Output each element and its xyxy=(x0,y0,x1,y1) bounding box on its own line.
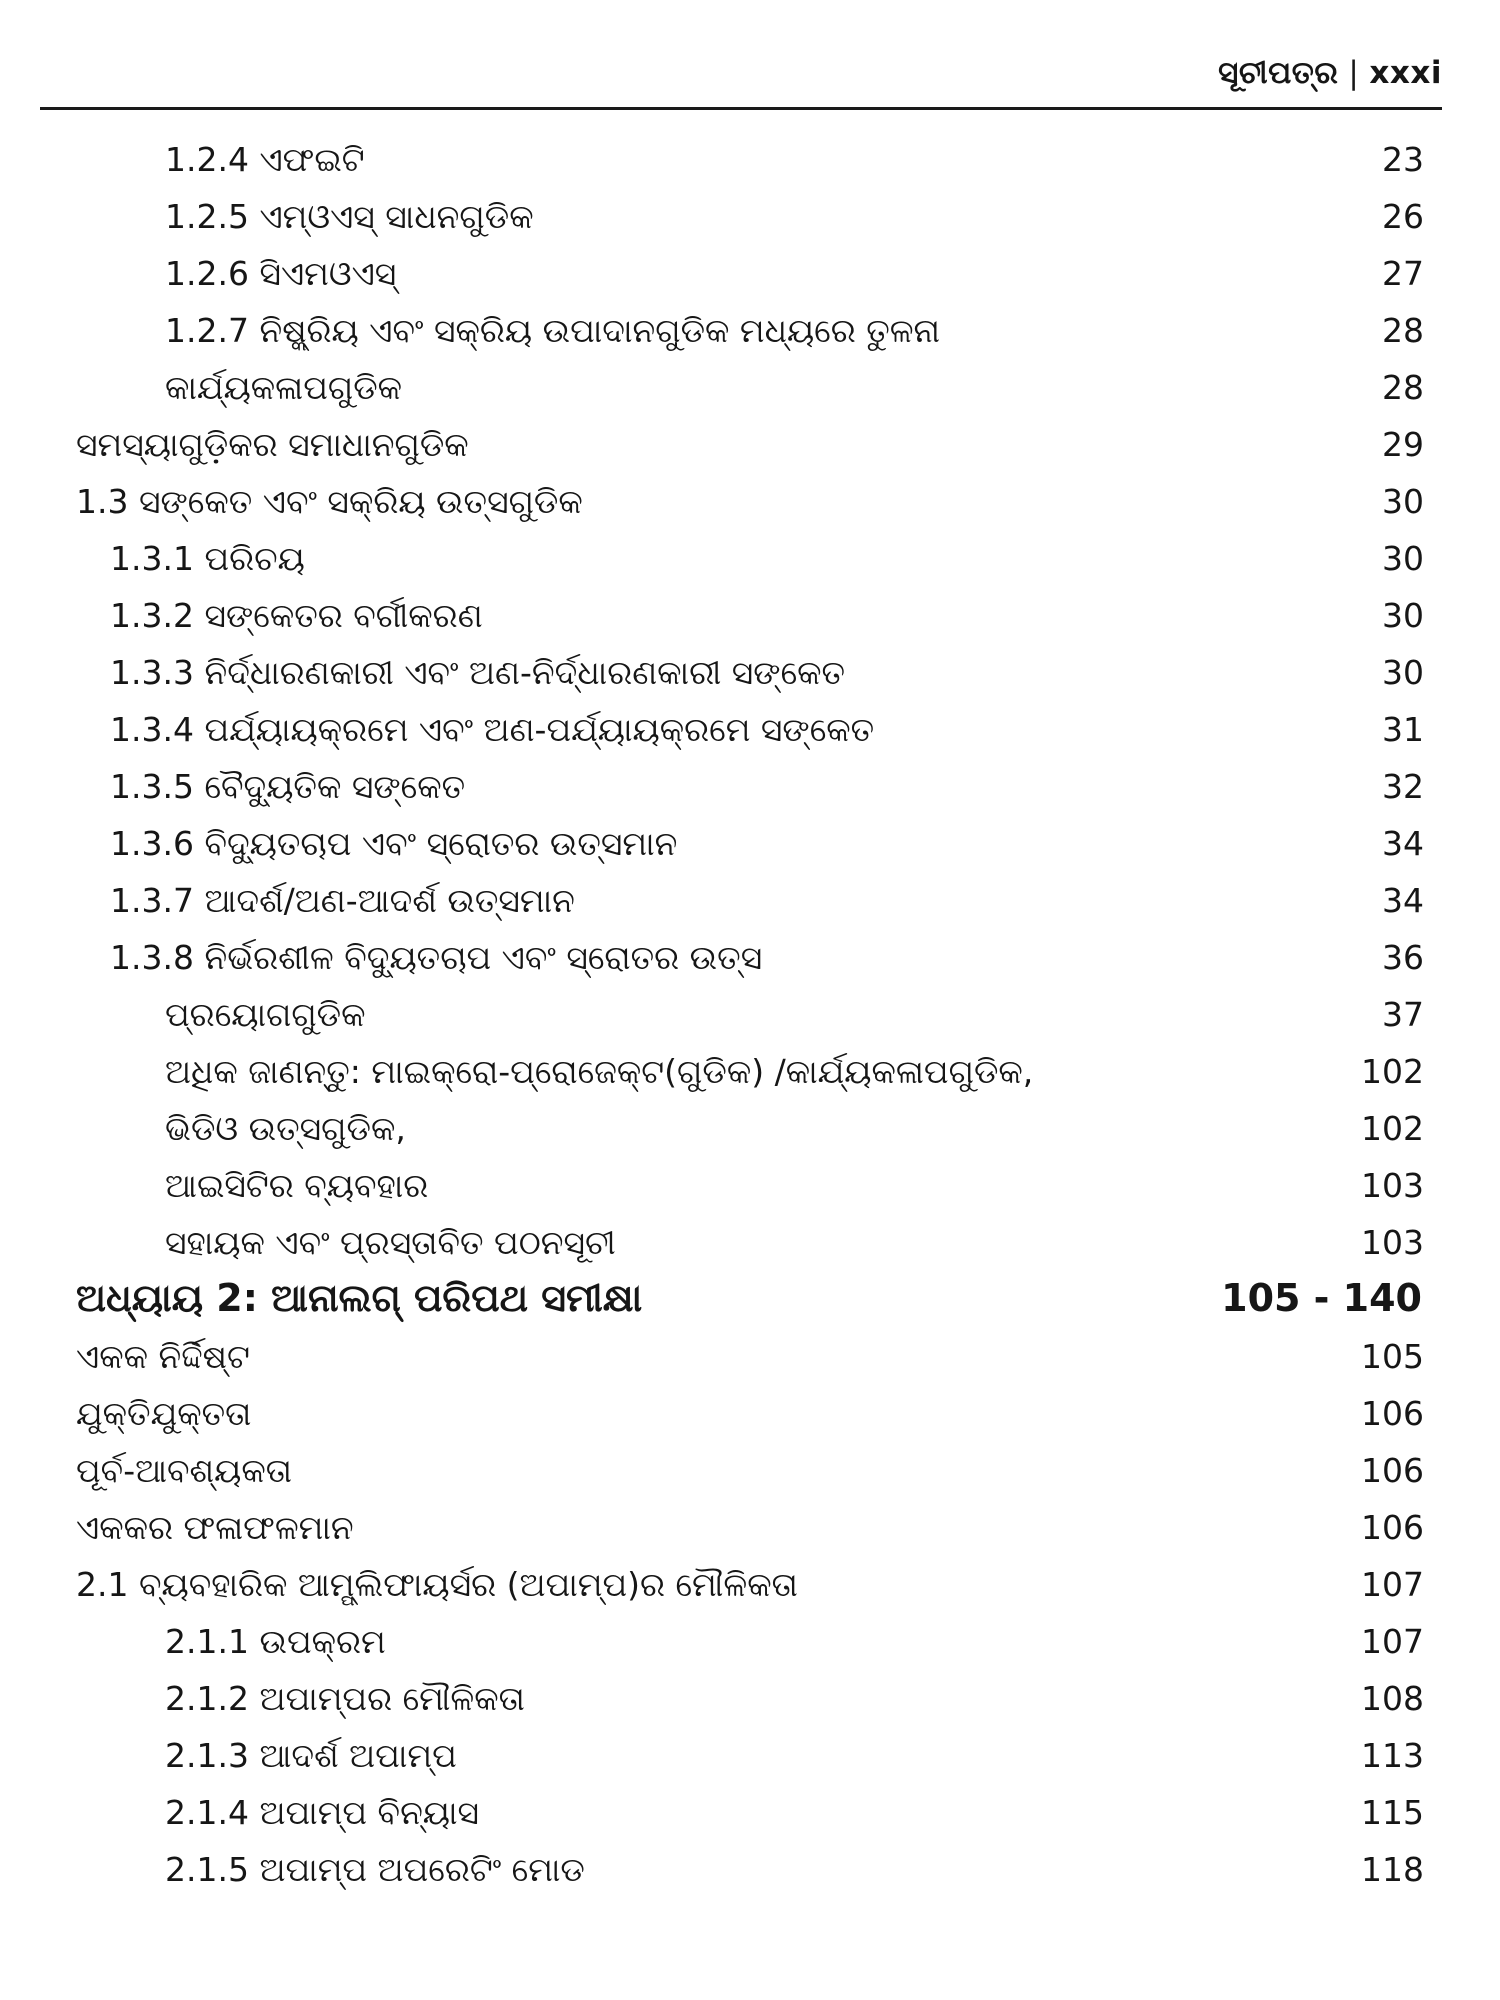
toc-entry-title: 1.3 ସଙ୍କେତ ଏବଂ ସକ୍ରିୟ ଉତ୍ସଗୁଡିକ xyxy=(76,482,583,521)
header-title: ସୂଚୀପତ୍ର xyxy=(1218,55,1339,91)
toc-entry-title: ପ୍ରୟୋଗଗୁଡିକ xyxy=(165,995,366,1034)
toc-entry xyxy=(0,1331,1500,1388)
toc-entry-title: 1.3.3 ନିର୍ଦ୍ଧାରଣକାରୀ ଏବଂ ଅଣ-ନିର୍ଦ୍ଧାରଣକାରୀ ସଙ୍କେତ xyxy=(110,653,846,692)
toc-entry xyxy=(0,419,1500,476)
toc-entry-title: 1.3.8 ନିର୍ଭରଶୀଳ ବିଦ୍ୟୁତଚାପ ଏବଂ ସ୍ରୋତର ଉତ୍ସ xyxy=(110,938,763,977)
toc-entry-title: 2.1.2 ଅପାମ୍ପର ମୌଳିକତା xyxy=(165,1679,525,1718)
toc-entry-page: 27 xyxy=(1382,254,1424,293)
toc-entry xyxy=(0,191,1500,248)
toc-entry xyxy=(0,1730,1500,1787)
toc-entry xyxy=(0,1046,1500,1103)
toc-entry xyxy=(0,1502,1500,1559)
toc-entry-title: 1.3.6 ବିଦ୍ୟୁତଚାପ ଏବଂ ସ୍ରୋତର ଉତ୍ସମାନ xyxy=(110,824,678,863)
toc-entry xyxy=(0,704,1500,761)
toc-entry xyxy=(0,932,1500,989)
toc-entry-page: 108 xyxy=(1361,1679,1424,1718)
toc-entry-page: 32 xyxy=(1382,767,1424,806)
toc-entry xyxy=(0,875,1500,932)
toc-entry-page: 113 xyxy=(1361,1736,1424,1775)
toc-entry-title: ଏକକ ନିର୍ଦ୍ଦିଷ୍ଟ xyxy=(76,1337,250,1376)
toc-entry-page: 37 xyxy=(1382,995,1424,1034)
toc-entry-title: 1.3.1 ପରିଚୟ xyxy=(110,539,305,578)
toc-entry xyxy=(0,761,1500,818)
toc-entry xyxy=(0,1217,1500,1274)
toc-entry-title: 1.2.7 ନିଷ୍କ୍ରିୟ ଏବଂ ସକ୍ରିୟ ଉପାଦାନଗୁଡିକ ମଧ୍ୟରେ ତୁଳନା xyxy=(165,311,941,350)
toc-entry xyxy=(0,1445,1500,1502)
toc-entry-title: ସହାୟକ ଏବଂ ପ୍ରସ୍ତାବିତ ପଠନସୂଚୀ xyxy=(165,1223,616,1262)
toc-entry-page: 106 xyxy=(1361,1394,1424,1433)
table-of-contents xyxy=(0,134,1500,1901)
toc-entry-title: 2.1 ବ୍ୟବହାରିକ ଆମ୍ପ୍ଲିଫାୟର୍ସର (ଅପାମ୍ପ)ର ମୌଳିକତା xyxy=(76,1565,798,1604)
toc-entry xyxy=(0,533,1500,590)
toc-entry xyxy=(0,1616,1500,1673)
toc-entry xyxy=(0,476,1500,533)
header-separator: | xyxy=(1348,55,1360,91)
toc-entry-title: କାର୍ଯ୍ୟକଳାପଗୁଡିକ xyxy=(165,368,403,407)
toc-entry xyxy=(0,989,1500,1046)
toc-entry-page: 26 xyxy=(1382,197,1424,236)
toc-entry-page: 118 xyxy=(1361,1850,1424,1889)
toc-entry xyxy=(0,1673,1500,1730)
toc-entry-title: ଅଧିକ ଜାଣନ୍ତୁ: ମାଇକ୍ରୋ-ପ୍ରୋଜେକ୍ଟ(ଗୁଡିକ) /କାର୍ଯ୍ୟକଳାପଗୁଡିକ, xyxy=(165,1052,1034,1091)
toc-entry-title: 1.2.4 ଏଫଇଟି xyxy=(165,140,365,179)
toc-entry-page: 28 xyxy=(1382,368,1424,407)
toc-entry-title: ସମସ୍ୟାଗୁଡ଼ିକର ସମାଧାନଗୁଡିକ xyxy=(76,425,469,464)
toc-entry-title: 2.1.3 ଆଦର୍ଶ ଅପାମ୍ପ xyxy=(165,1736,457,1775)
toc-entry xyxy=(0,1160,1500,1217)
toc-entry-title: 1.3.5 ବୈଦ୍ୟୁତିକ ସଙ୍କେତ xyxy=(110,767,466,806)
toc-entry-title: 2.1.1 ଉପକ୍ରମ xyxy=(165,1622,386,1661)
toc-entry-page: 115 xyxy=(1361,1793,1424,1832)
toc-entry xyxy=(0,1388,1500,1445)
toc-entry-title: 1.2.5 ଏମ୍‌ଓଏସ୍ ସାଧନଗୁଡିକ xyxy=(165,197,534,236)
toc-entry-page: 29 xyxy=(1382,425,1424,464)
toc-entry-page: 30 xyxy=(1382,653,1424,692)
toc-entry-title: ଏକକର ଫଳାଫଳମାନ xyxy=(76,1508,354,1547)
toc-entry-title: ଅଧ୍ୟାୟ 2: ଆନାଲଗ୍ ପରିପଥ ସମୀକ୍ଷା xyxy=(76,1276,643,1320)
toc-entry xyxy=(0,1844,1500,1901)
toc-entry-title: ଯୁକ୍ତିଯୁକ୍ତତା xyxy=(76,1394,252,1433)
toc-entry-title: 1.2.6 ସିଏମଓଏସ୍ xyxy=(165,254,397,293)
toc-entry-page: 34 xyxy=(1382,824,1424,863)
toc-entry xyxy=(0,590,1500,647)
toc-entry-title: ଭିଡିଓ ଉତ୍ସଗୁଡିକ, xyxy=(165,1109,406,1148)
toc-entry xyxy=(0,305,1500,362)
toc-entry-page: 105 - 140 xyxy=(1221,1276,1422,1320)
toc-entry-title: ଆଇସିଟିର ବ୍ୟବହାର xyxy=(165,1166,429,1205)
header-rule xyxy=(40,107,1442,110)
toc-entry xyxy=(0,818,1500,875)
toc-entry xyxy=(0,362,1500,419)
toc-entry-page: 103 xyxy=(1361,1166,1424,1205)
toc-entry-page: 34 xyxy=(1382,881,1424,920)
toc-entry xyxy=(0,1787,1500,1844)
toc-entry-title: 2.1.5 ଅପାମ୍ପ ଅପରେଟିଂ ମୋଡ xyxy=(165,1850,585,1889)
toc-entry-page: 107 xyxy=(1361,1622,1424,1661)
toc-entry-page: 106 xyxy=(1361,1508,1424,1547)
toc-entry-title: 1.3.2 ସଙ୍କେତର ବର୍ଗୀକରଣ xyxy=(110,596,483,635)
toc-entry-title: 1.3.4 ପର୍ଯ୍ୟାୟକ୍ରମେ ଏବଂ ଅଣ-ପର୍ଯ୍ୟାୟକ୍ରମେ ସଙ୍କେତ xyxy=(110,710,875,749)
toc-entry xyxy=(0,1559,1500,1616)
toc-entry-page: 36 xyxy=(1382,938,1424,977)
toc-entry-page: 102 xyxy=(1361,1109,1424,1148)
toc-entry xyxy=(0,647,1500,704)
toc-entry xyxy=(0,248,1500,305)
toc-entry-page: 103 xyxy=(1361,1223,1424,1262)
toc-entry-page: 30 xyxy=(1382,596,1424,635)
toc-entry-page: 102 xyxy=(1361,1052,1424,1091)
toc-entry-page: 30 xyxy=(1382,539,1424,578)
toc-entry-page: 28 xyxy=(1382,311,1424,350)
header-page-number: xxxi xyxy=(1369,55,1442,91)
toc-entry-title: 1.3.7 ଆଦର୍ଶ/ଅଣ-ଆଦର୍ଶ ଉତ୍ସମାନ xyxy=(110,881,575,920)
toc-entry-page: 105 xyxy=(1361,1337,1424,1376)
toc-chapter-heading xyxy=(0,1274,1500,1331)
toc-entry-page: 30 xyxy=(1382,482,1424,521)
toc-entry-page: 23 xyxy=(1382,140,1424,179)
toc-entry-title: ପୂର୍ବ-ଆବଶ୍ୟକତା xyxy=(76,1451,292,1490)
toc-entry-page: 31 xyxy=(1382,710,1424,749)
toc-entry xyxy=(0,134,1500,191)
toc-entry xyxy=(0,1103,1500,1160)
running-header xyxy=(1218,55,1442,92)
toc-entry-title: 2.1.4 ଅପାମ୍ପ ବିନ୍ୟାସ xyxy=(165,1793,480,1832)
toc-entry-page: 107 xyxy=(1361,1565,1424,1604)
toc-entry-page: 106 xyxy=(1361,1451,1424,1490)
